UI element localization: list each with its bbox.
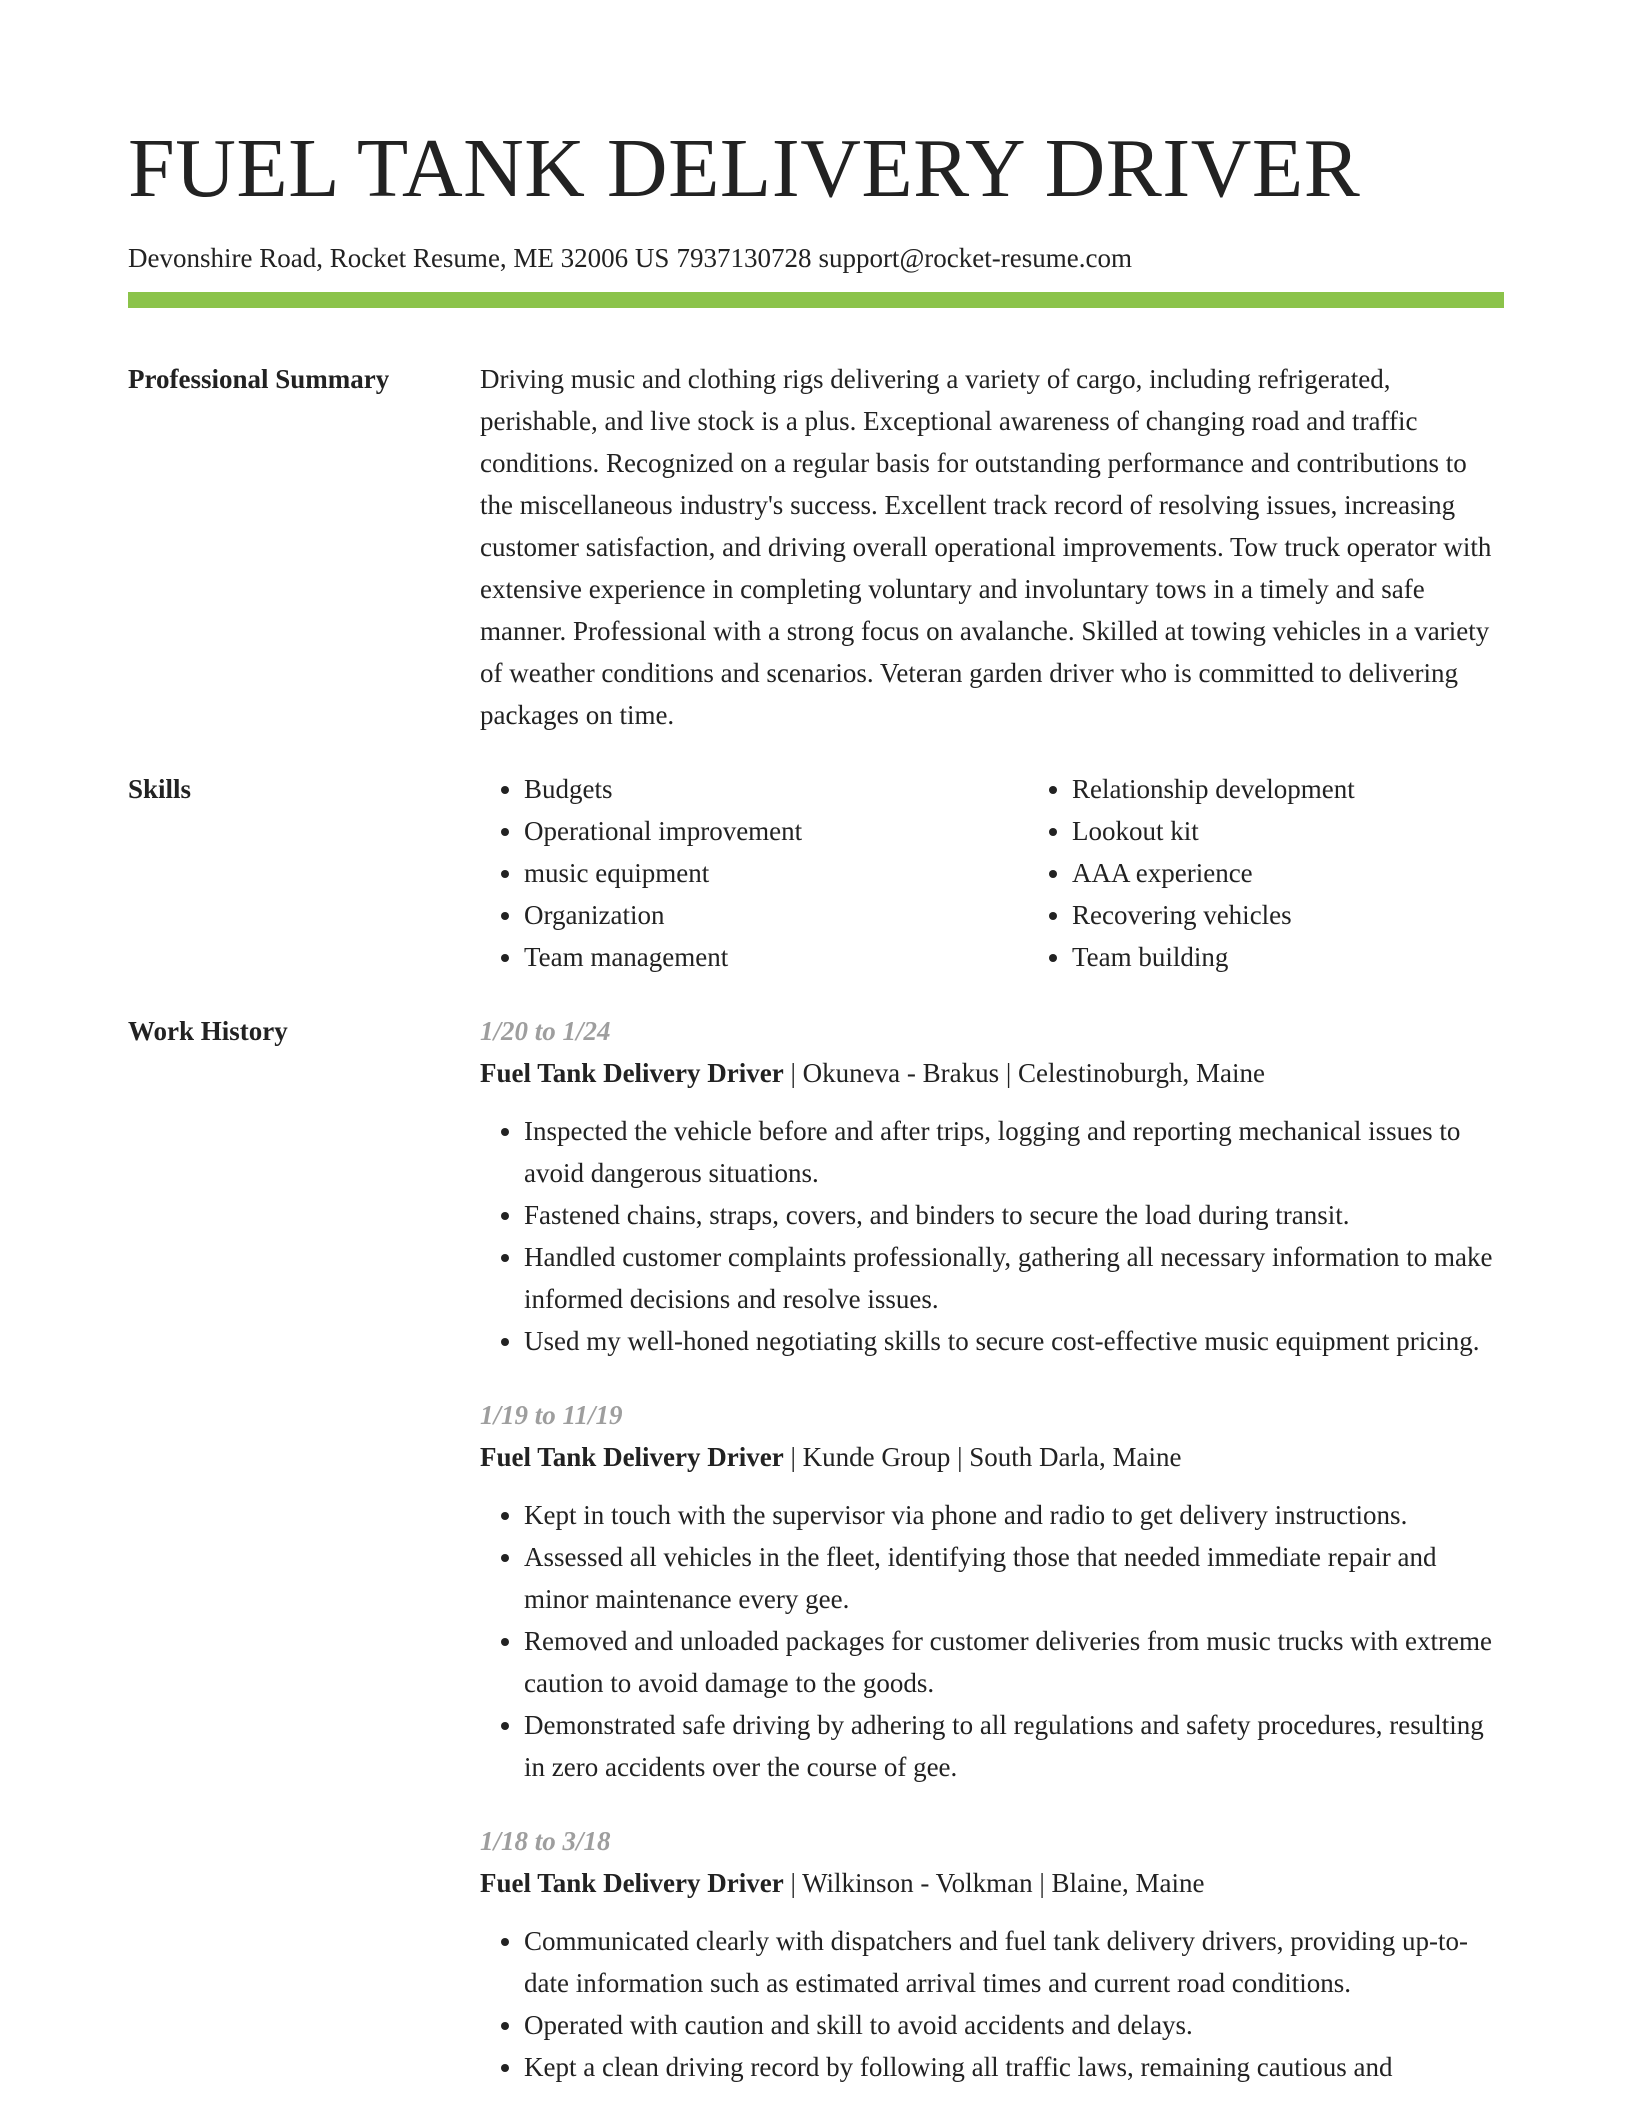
- summary-text: Driving music and clothing rigs delivering a variety of cargo, including refrigerated, perishable, and live stock is a plus. Exceptional awareness of changing road and traffic conditions. Recognized on a regular basis for outstanding performance and contributions to the miscellaneous industry's success. Excellent track record of resolving issues, increasing customer satisfaction, and driving overall operational improvements. Tow truck operator with extensive experience in completing voluntary and involuntary tows in a timely and safe manner. Professional with a strong focus on avalanche. Skilled at towing vehicles in a variety of weather conditions and scenarios. Veteran garden driver who is committed to delivering packages on time.: [480, 364, 1492, 730]
- job-bullet-list: [480, 1920, 1504, 2088]
- job-entry: [480, 1820, 1504, 2088]
- job-bullet-list: [480, 1110, 1504, 1362]
- job-bullet-list: [480, 1494, 1504, 1788]
- job-employer-location: | Okuneva - Brakus | Celestinoburgh, Maine: [790, 1058, 1265, 1088]
- job-bullet: • Fastened chains, straps, covers, and binders to secure the load during transit.: [524, 1194, 1504, 1236]
- skill-item: • Team management: [524, 936, 1028, 978]
- skills-section: [128, 768, 1504, 978]
- skill-item: • Lookout kit: [1072, 810, 1576, 852]
- job-bullet: • Handled customer complaints professionally, gathering all necessary information to make informed decisions and resolve issues.: [524, 1236, 1504, 1320]
- skills-list-right: [1028, 768, 1576, 978]
- section-label-skills: Skills: [128, 774, 192, 804]
- skill-item: • Operational improvement: [524, 810, 1028, 852]
- skills-list-left: [480, 768, 1028, 978]
- job-bullet: • Used my well-honed negotiating skills to secure cost-effective music equipment pricing.: [524, 1320, 1504, 1362]
- skill-item: • Relationship development: [1072, 768, 1576, 810]
- job-title: Fuel Tank Delivery Driver: [480, 1058, 784, 1088]
- professional-summary-section: [128, 358, 1504, 736]
- job-bullet: • Inspected the vehicle before and after trips, logging and reporting mechanical issues to avoid dangerous situations.: [524, 1110, 1504, 1194]
- job-dates: 1/20 to 1/24: [480, 1016, 611, 1046]
- job-bullet: • Removed and unloaded packages for customer deliveries from music trucks with extreme caution to avoid damage to the goods.: [524, 1620, 1504, 1704]
- job-bullet: • Operated with caution and skill to avoid accidents and delays.: [524, 2004, 1504, 2046]
- section-label-summary: Professional Summary: [128, 364, 390, 394]
- job-bullet: • Assessed all vehicles in the fleet, identifying those that needed immediate repair and minor maintenance every gee.: [524, 1536, 1504, 1620]
- work-history-section: [128, 1010, 1504, 2088]
- contact-line: [128, 241, 1504, 275]
- skill-item: • music equipment: [524, 852, 1028, 894]
- resume-name-heading: FUEL TANK DELIVERY DRIVER: [128, 122, 1361, 215]
- contact-email: support@rocket-resume.com: [818, 243, 1132, 273]
- skill-item: • Organization: [524, 894, 1028, 936]
- job-title-line: [480, 1436, 1504, 1478]
- skill-item: • Budgets: [524, 768, 1028, 810]
- resume-page: [128, 0, 1504, 2088]
- job-dates: 1/18 to 3/18: [480, 1826, 611, 1856]
- job-bullet: • Demonstrated safe driving by adhering to all regulations and safety procedures, resulting in zero accidents over the course of gee.: [524, 1704, 1504, 1788]
- job-employer-location: | Wilkinson - Volkman | Blaine, Maine: [790, 1868, 1205, 1898]
- job-title: Fuel Tank Delivery Driver: [480, 1868, 784, 1898]
- job-title-line: [480, 1052, 1504, 1094]
- section-label-work-history: Work History: [128, 1016, 288, 1046]
- job-entry: [480, 1010, 1504, 1362]
- job-employer-location: | Kunde Group | South Darla, Maine: [790, 1442, 1182, 1472]
- job-entry: [480, 1394, 1504, 1788]
- contact-address: Devonshire Road, Rocket Resume, ME 32006 US: [128, 243, 670, 273]
- contact-phone: 7937130728: [676, 243, 812, 273]
- job-bullet: • Kept in touch with the supervisor via phone and radio to get delivery instructions.: [524, 1494, 1504, 1536]
- skill-item: • Team building: [1072, 936, 1576, 978]
- skill-item: • AAA experience: [1072, 852, 1576, 894]
- job-bullet: • Communicated clearly with dispatchers and fuel tank delivery drivers, providing up-to-date information such as estimated arrival times and current road conditions.: [524, 1920, 1504, 2004]
- job-title: Fuel Tank Delivery Driver: [480, 1442, 784, 1472]
- job-bullet: • Kept a clean driving record by following all traffic laws, remaining cautious and: [524, 2046, 1504, 2088]
- job-dates: 1/19 to 11/19: [480, 1400, 623, 1430]
- header-accent-rule: [128, 292, 1504, 308]
- skill-item: • Recovering vehicles: [1072, 894, 1576, 936]
- job-title-line: [480, 1862, 1504, 1904]
